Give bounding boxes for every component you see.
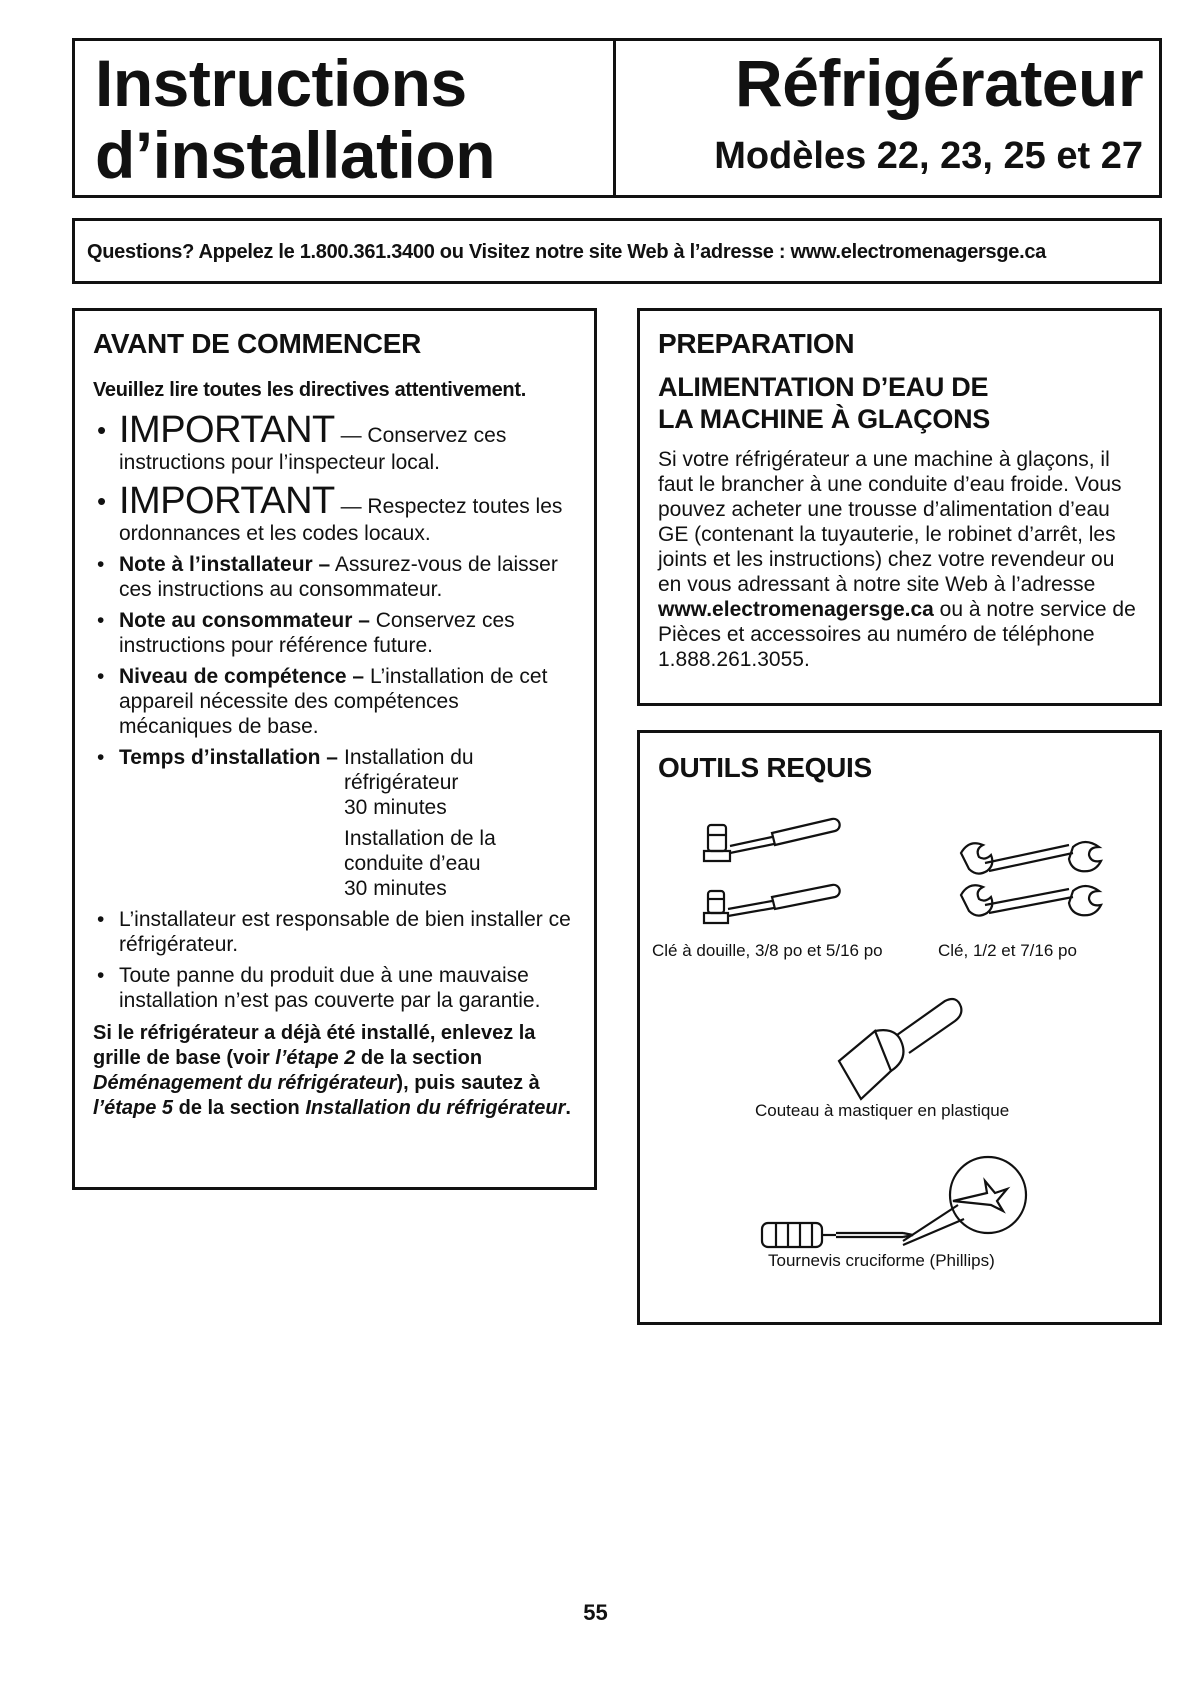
questions-text: Questions? Appelez le 1.800.361.3400 ou Visitez notre site Web à l’adresse : www.electromenagersge.ca	[87, 241, 1046, 263]
tool-caption: Couteau à mastiquer en plastique	[755, 1101, 1010, 1120]
important-label: IMPORTANT	[119, 409, 335, 451]
lead-instruction: Veuillez lire toutes les directives attentivement.	[93, 379, 526, 401]
preparation-section	[637, 308, 1162, 706]
closing-part: Installation du réfrigérateur	[305, 1097, 566, 1119]
body-text: Si votre réfrigérateur a une machine à glaçons, il faut le brancher à une conduite d’eau froide. Vous pouvez acheter une trousse d’alimentation d’eau GE (contenant la tuyauterie, le robinet d’arrêt, les joints et les instructions) chez votre revendeur ou en vous adressant à notre site Web à l’adresse	[658, 448, 1122, 596]
page-number: 55	[583, 1600, 608, 1625]
note-label: Note à l’installateur –	[119, 553, 331, 576]
subheading-line: ALIMENTATION D’EAU DE	[658, 372, 989, 402]
product-title	[714, 47, 1143, 179]
socket-wrench-small	[704, 885, 840, 923]
list-item	[93, 745, 576, 901]
note-text: Toute panne du produit due à une mauvaise installation n’est pas couverte par la garantie.	[119, 964, 541, 1012]
subheading-line: LA MACHINE À GLAÇONS	[658, 404, 990, 434]
list-item	[93, 552, 576, 602]
body-text: ou à notre service de Pièces et accessoires au numéro de téléphone 1.888.261.3055.	[658, 598, 1136, 671]
note-text: L’installation de cet appareil nécessite des compétences mécaniques de base.	[119, 665, 548, 738]
subsection-heading	[658, 371, 1141, 435]
closing-part: Déménagement du réfrigérateur	[93, 1072, 397, 1094]
closing-part: ), puis sautez à	[396, 1072, 540, 1094]
note-text: L’installateur est responsable de bien installer ce réfrigérateur.	[119, 908, 571, 956]
phillips-screwdriver-icon	[758, 1153, 1038, 1253]
title-line-1: Instructions	[95, 46, 467, 120]
closing-part: l’étape 2	[275, 1047, 356, 1069]
title-block	[72, 38, 1162, 198]
title-divider	[613, 41, 616, 195]
time-value: 30 minutes	[344, 796, 447, 819]
website-link: www.electromenagersge.ca	[658, 598, 934, 621]
important-label: IMPORTANT	[119, 480, 335, 522]
note-text: Assurez-vous de laisser ces instructions au consommateur.	[119, 553, 558, 601]
closing-part: de la section	[355, 1047, 483, 1069]
questions-bar	[72, 218, 1162, 284]
closing-note	[93, 1021, 576, 1121]
note-label: Temps d’installation –	[119, 746, 338, 769]
closing-part: de la section	[173, 1097, 306, 1119]
preparation-body	[658, 447, 1141, 672]
tool-caption: Clé, 1/2 et 7/16 po	[938, 941, 1077, 960]
list-item	[93, 664, 576, 739]
closing-part: Si le réfrigérateur a déjà été installé, enlevez la grille de base (voir	[93, 1022, 536, 1069]
instruction-list	[93, 410, 576, 1013]
time-label: Installation de la conduite d’eau	[344, 827, 496, 875]
list-item	[93, 907, 576, 957]
tool-caption: Clé à douille, 3/8 po et 5/16 po	[652, 941, 883, 960]
important-text: — Respectez toutes les ordonnances et les codes locaux.	[119, 495, 563, 545]
models-line: Modèles 22, 23, 25 et 27	[714, 135, 1143, 177]
section-heading: AVANT DE COMMENCER	[93, 328, 422, 359]
list-item	[93, 963, 576, 1013]
note-label: Niveau de compétence –	[119, 665, 365, 688]
socket-wrench-icon	[690, 813, 850, 943]
closing-part: .	[565, 1097, 571, 1119]
time-entry	[344, 826, 576, 901]
list-item	[93, 481, 576, 546]
time-label: Installation du réfrigérateur	[344, 746, 474, 794]
important-text: — Conservez ces instructions pour l’inspecteur local.	[119, 424, 507, 474]
closing-part: l’étape 5	[93, 1097, 174, 1119]
putty-knife-icon	[835, 995, 975, 1105]
time-entry	[344, 745, 576, 820]
note-label: Note au consommateur –	[119, 609, 370, 632]
time-value: 30 minutes	[344, 877, 447, 900]
list-item	[93, 608, 576, 658]
list-item	[93, 410, 576, 475]
section-heading: PREPARATION	[658, 328, 855, 359]
document-title	[95, 47, 495, 191]
product-name: Réfrigérateur	[735, 46, 1143, 120]
socket-wrench-large	[704, 819, 840, 861]
tool-caption: Tournevis cruciforme (Phillips)	[768, 1251, 995, 1270]
note-text: Conservez ces instructions pour référence future.	[119, 609, 515, 657]
outils-requis-section	[637, 730, 1162, 1325]
avant-de-commencer-section	[72, 308, 597, 1190]
section-heading: OUTILS REQUIS	[658, 752, 872, 783]
title-line-2: d’installation	[95, 118, 496, 192]
open-end-wrench-icon	[955, 833, 1105, 933]
